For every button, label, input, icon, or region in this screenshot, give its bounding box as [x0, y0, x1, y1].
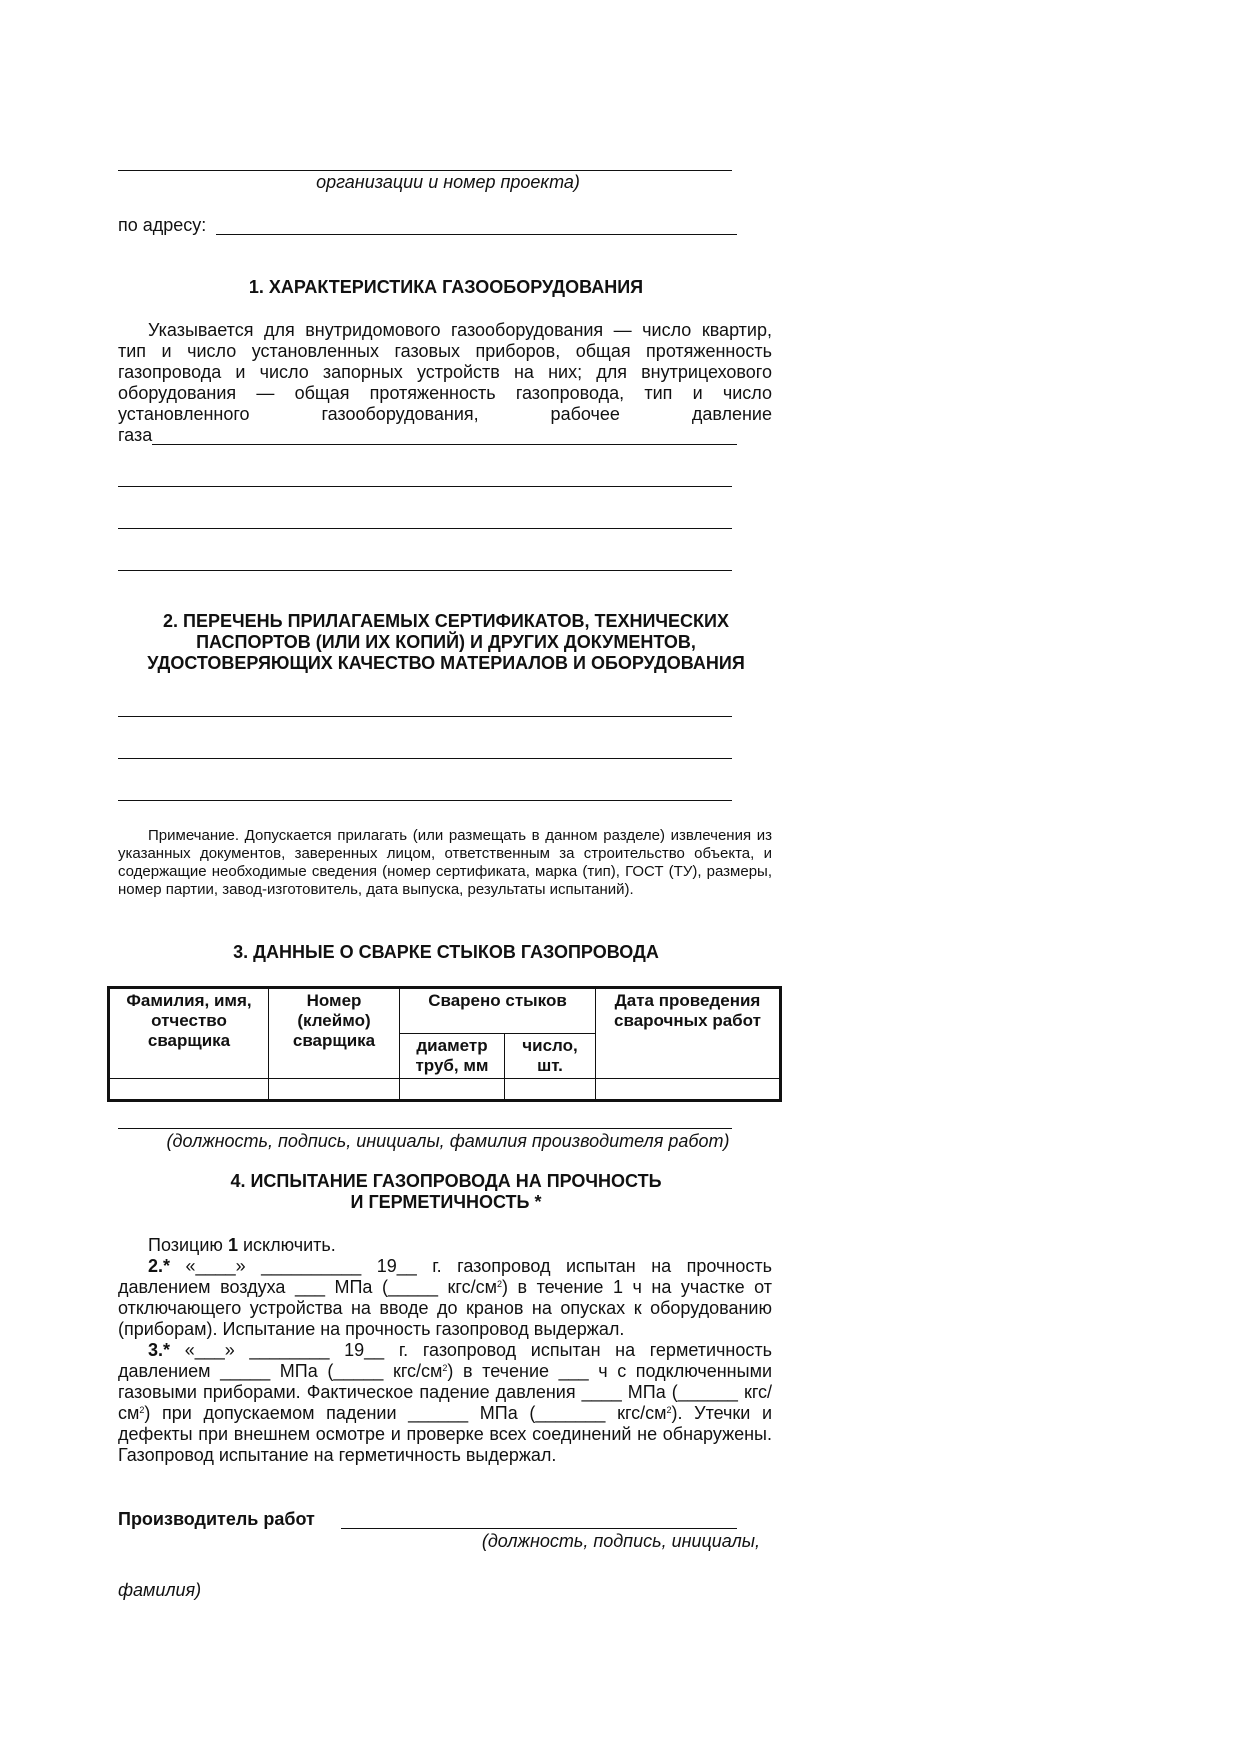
section2-heading-line-3: УДОСТОВЕРЯЮЩИХ КАЧЕСТВО МАТЕРИАЛОВ И ОБОРУДОВАНИЯ	[147, 653, 745, 673]
section4-text	[118, 1235, 772, 1466]
col-pipe-diameter: диаметр труб, мм	[400, 1034, 505, 1079]
item2-marker: 2.*	[148, 1256, 171, 1276]
section2-heading-line-2: ПАСПОРТОВ (ИЛИ ИХ КОПИЙ) И ДРУГИХ ДОКУМЕНТОВ,	[196, 632, 696, 652]
table-header-row	[109, 988, 781, 1034]
item3-superscript-2: 2	[139, 1405, 145, 1415]
org-caption: организации и номер проекта)	[316, 172, 580, 192]
section1-paragraph: Указывается для внутридомового газооборудования — число квартир, тип и число установленных газовых приборов, общая протяженность газопровода и число запорных устройств на них; для внутрицехового оборудования — общая протяженность газопровода, тип и число установленного газооборудования, рабочее давление	[118, 320, 772, 424]
address-label: по адресу:	[118, 215, 207, 235]
section2-heading-line-1: 2. ПЕРЕЧЕНЬ ПРИЛАГАЕМЫХ СЕРТИФИКАТОВ, ТЕХНИЧЕСКИХ	[163, 611, 729, 631]
section2-note	[118, 827, 772, 899]
cell-joint-count[interactable]	[505, 1079, 596, 1101]
item2-text-a: «____» __________ 19__ г. газопровод испытан на прочность давлением воздуха ___ МПа (_____ кгс/см	[118, 1256, 772, 1297]
section2-blank-line-1[interactable]	[118, 716, 732, 717]
address-field-line[interactable]	[216, 234, 737, 235]
position1-suffix: исключить.	[242, 1235, 336, 1255]
section2-note-text: Примечание. Допускается прилагать (или размещать в данном разделе) извлечения из указанных документов, заверенных лицом, ответственным за строительство объекта, и содержащие необходимые сведения (номер сертификата, марка (тип), ГОСТ (ТУ), размеры, номер партии, завод-изготовитель, дата выпуска, результаты испытаний).	[118, 827, 772, 898]
position1-number: 1	[227, 1235, 238, 1255]
item3-superscript-1: 2	[442, 1363, 448, 1373]
position1-paragraph	[118, 1235, 772, 1256]
cell-welding-date[interactable]	[596, 1079, 781, 1101]
welding-table	[107, 986, 782, 1102]
producer-signature-line[interactable]	[341, 1528, 737, 1529]
section3-signature-line[interactable]	[118, 1128, 732, 1129]
col-welder-number: Номер (клеймо) сварщика	[269, 988, 400, 1079]
section3-heading: 3. ДАННЫЕ О СВАРКЕ СТЫКОВ ГАЗОПРОВОДА	[233, 942, 659, 962]
section2-heading	[118, 611, 774, 674]
item3-text-a: «___» ________ 19__ г. газопровод испытан на герметичность давлением _____ МПа (_____ кгс/см	[118, 1340, 772, 1381]
section2-blank-line-2[interactable]	[118, 758, 732, 759]
item2-superscript: 2	[496, 1279, 502, 1289]
section4-heading-line-1: 4. ИСПЫТАНИЕ ГАЗОПРОВОДА НА ПРОЧНОСТЬ	[230, 1171, 662, 1191]
cell-welder-number[interactable]	[269, 1079, 400, 1101]
item3-paragraph	[118, 1340, 772, 1466]
gas-field-line[interactable]	[152, 444, 737, 445]
item3-text-b: ) в течение ___ ч с подключенными газовыми приборами. Фактическое падение давления ____ МПа (______ кгс/см	[118, 1361, 772, 1423]
section1-heading: 1. ХАРАКТЕРИСТИКА ГАЗООБОРУДОВАНИЯ	[248, 277, 644, 297]
col-welding-date: Дата проведения сварочных работ	[596, 988, 781, 1079]
col-joint-count: число, шт.	[505, 1034, 596, 1079]
section4-heading	[118, 1171, 774, 1213]
section1-blank-line-2[interactable]	[118, 528, 732, 529]
item3-marker: 3.*	[148, 1340, 171, 1360]
producer-caption-b: фамилия)	[118, 1580, 202, 1600]
item2-text-b: ) в течение 1 ч на участке от отключающего устройства на вводе до кранов на опусках к оборудованию (приборам). Испытание на прочность газопровод выдержал.	[118, 1277, 772, 1339]
item3-text-d: ). Утечки и дефекты при внешнем осмотре и проверке всех соединений не обнаружены. Газопровод испытание на герметичность выдержал.	[118, 1403, 773, 1465]
section1-text	[118, 320, 772, 425]
producer-caption-a: (должность, подпись, инициалы,	[481, 1531, 760, 1551]
col-welder-name: Фамилия, имя, отчество сварщика	[109, 988, 269, 1079]
item3-text-c: ) при допускаемом падении ______ МПа (_______ кгс/см	[144, 1403, 667, 1423]
section1-blank-line-3[interactable]	[118, 570, 732, 571]
gas-label: газа	[118, 425, 153, 445]
cell-pipe-diameter[interactable]	[400, 1079, 505, 1101]
table-row	[109, 1079, 781, 1101]
section3-signature-caption: (должность, подпись, инициалы, фамилия производителя работ)	[166, 1131, 730, 1151]
item2-paragraph	[118, 1256, 772, 1340]
col-welded-joints: Сварено стыков	[400, 988, 596, 1034]
section2-blank-line-3[interactable]	[118, 800, 732, 801]
producer-label: Производитель работ	[118, 1509, 315, 1529]
position1-prefix: Позицию	[148, 1235, 223, 1255]
org-underline	[118, 170, 732, 171]
item3-superscript-3: 2	[666, 1405, 672, 1415]
cell-welder-name[interactable]	[109, 1079, 269, 1101]
section4-heading-line-2: И ГЕРМЕТИЧНОСТЬ *	[350, 1192, 542, 1212]
section1-blank-line-1[interactable]	[118, 486, 732, 487]
